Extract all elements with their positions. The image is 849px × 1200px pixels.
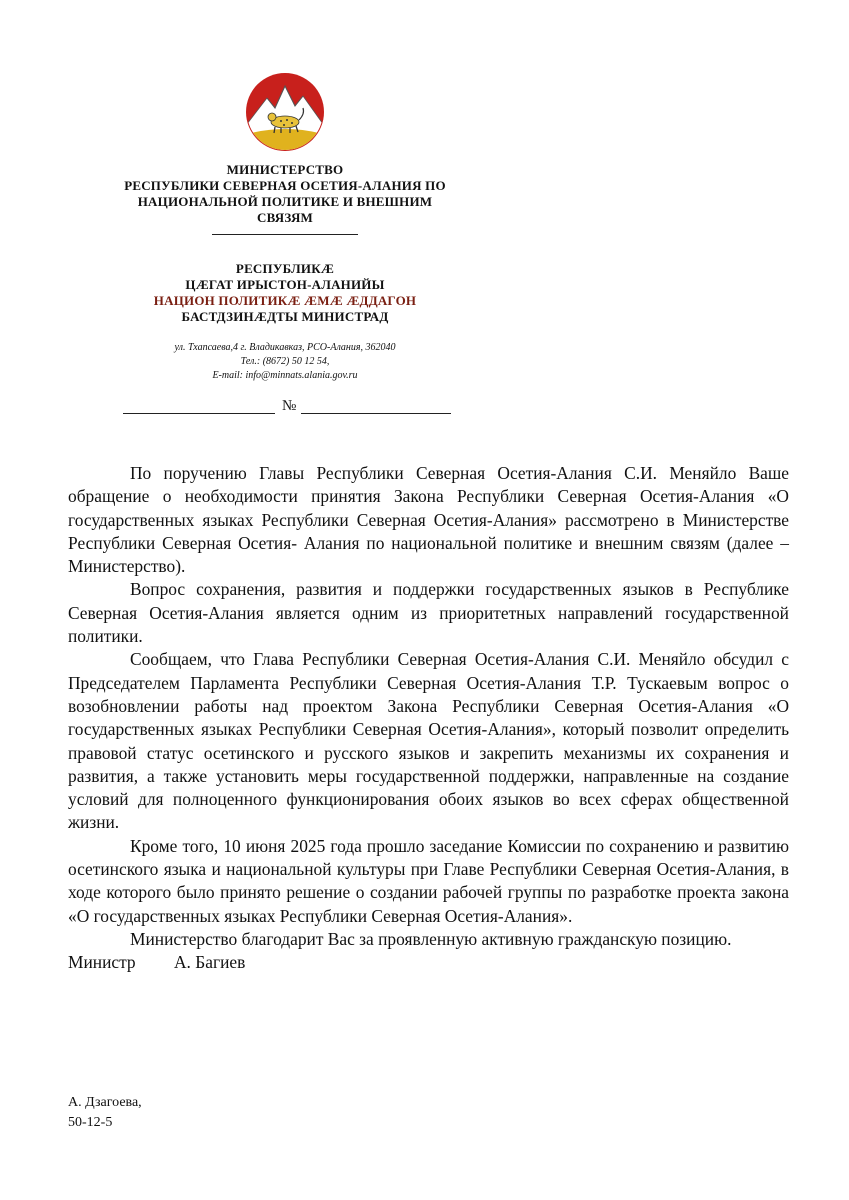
registration-line xyxy=(123,398,463,418)
paragraph: По поручению Главы Республики Северная Осетия-Алания С.И. Меняйло Ваше обращение о необходимости принятия Закона Республики Северная Осетия-Алания «О государственных языках Республики Северная Осетия-Алания» рассмотрено в Министерстве Республики Северная Осетия- Алания по национальной политике и внешним связям (далее – Министерство). xyxy=(68,463,789,577)
letter-body xyxy=(68,462,789,975)
executor-info xyxy=(68,1093,142,1133)
executor-name: А. Дзагоева, xyxy=(68,1095,142,1110)
number-blank xyxy=(301,413,451,414)
ministry-name-ru: МИНИСТЕРСТВО РЕСПУБЛИКИ СЕВЕРНАЯ ОСЕТИЯ-АЛАНИЯ ПО НАЦИОНАЛЬНОЙ ПОЛИТИКЕ И ВНЕШНИМ СВЯЗЯМ xyxy=(124,162,446,225)
phone: Тел.: (8672) 50 12 54, xyxy=(240,356,330,367)
coat-of-arms-emblem xyxy=(245,72,325,152)
paragraph: Министерство благодарит Вас за проявленную активную гражданскую позицию. xyxy=(130,928,732,949)
letterhead xyxy=(95,72,475,383)
email: E-mail: info@minnats.alania.gov.ru xyxy=(212,370,358,381)
contact-info xyxy=(95,341,475,383)
number-sign: № xyxy=(282,398,297,414)
divider-line xyxy=(212,234,358,235)
ministry-name-os: РЕСПУБЛИКÆ ЦÆГАТ ИРЫСТОН-АЛАНИЙЫ НАЦИОН ПОЛИТИКÆ ÆМÆ ÆДДАГОН БАСТДЗИНÆДТЫ МИНИСТРАД xyxy=(153,261,417,324)
paragraph: Сообщаем, что Глава Республики Северная Осетия-Алания С.И. Меняйло обсудил с Председателем Парламента Республики Северная Осетия-Алания Т.Р. Тускаевым вопрос о возобновлении работы над проектом Закона Республики Северная Осетия-Алания «О государственных языках Республики Северная Осетия-Алания», который позволит определить правовой статус осетинского и русского языков и закрепить механизмы их сохранения и развития, а также установить меры государственной поддержки, направленные на создание условий для полноценного функционирования обоих языков во всех сферах общественной жизни. xyxy=(68,649,789,833)
executor-phone: 50-12-5 xyxy=(68,1115,113,1130)
signature-line xyxy=(68,951,789,974)
address: ул. Тхапсаева,4 г. Владикавказ, РСО-Алания, 362040 xyxy=(174,342,396,353)
date-blank xyxy=(123,413,275,414)
signature-title: Министр xyxy=(68,952,136,973)
paragraph: Вопрос сохранения, развития и поддержки государственных языков в Республике Северная Осетия-Алания является одним из приоритетных направлений государственной политики. xyxy=(68,579,789,647)
paragraph: Кроме того, 10 июня 2025 года прошло заседание Комиссии по сохранению и развитию осетинского языка и национальной культуры при Главе Республики Северная Осетия-Алания, в ходе которого было принято решение о создании рабочей группы по разработке проекта закона «О государственных языках Республики Северная Осетия-Алания». xyxy=(68,835,789,926)
signature-name: А. Багиев xyxy=(174,952,246,973)
